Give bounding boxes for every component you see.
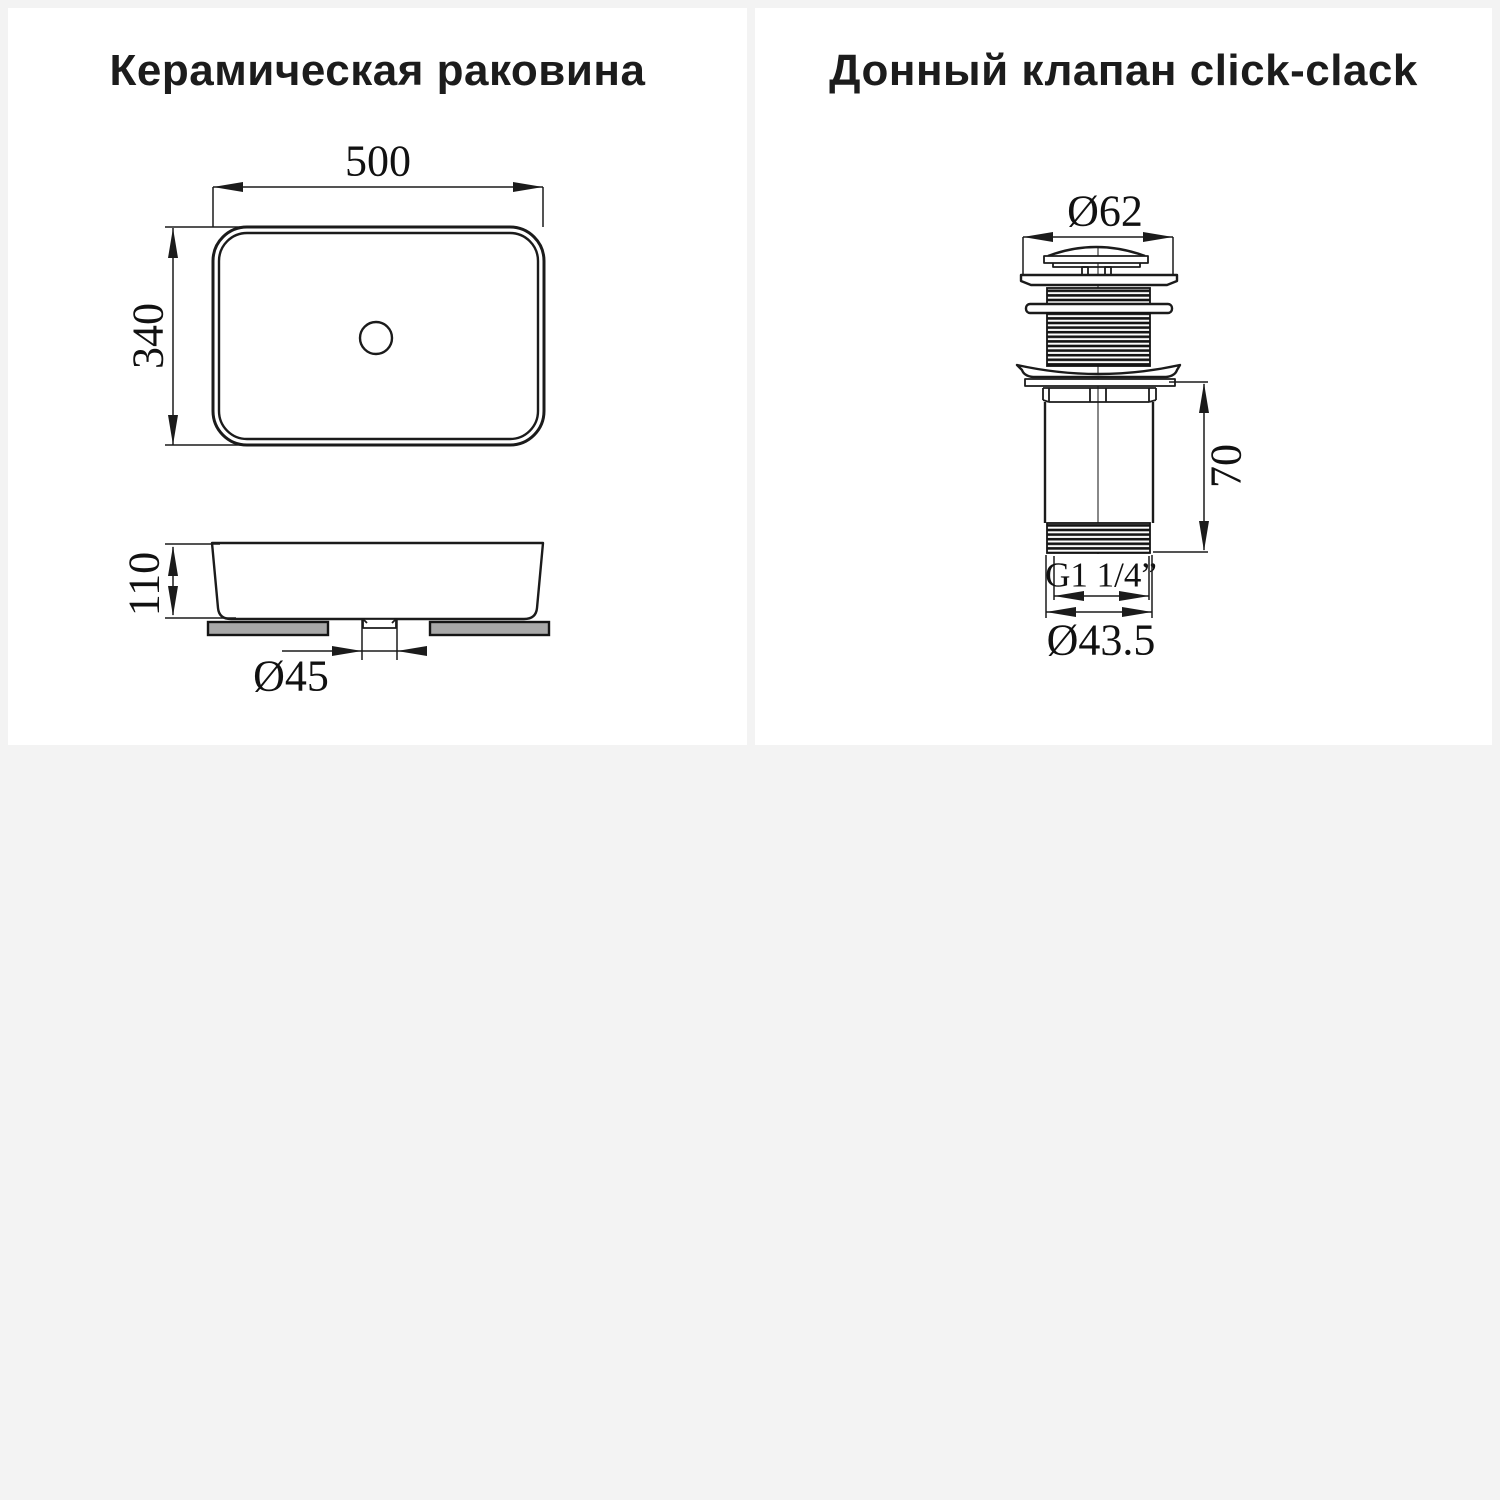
dim-depth-label: 340 bbox=[123, 303, 173, 369]
drain-hole bbox=[360, 322, 392, 354]
valve-panel-title: Донный клапан click-clack bbox=[829, 46, 1418, 95]
drain-stub bbox=[363, 619, 396, 628]
valve-upper-thread bbox=[1047, 288, 1150, 304]
valve-saucer-ring bbox=[1025, 379, 1175, 386]
valve-panel bbox=[755, 8, 1492, 745]
sink-drawing bbox=[8, 8, 747, 745]
sink-top-view bbox=[213, 227, 544, 445]
valve-main-thread bbox=[1047, 313, 1150, 366]
dim-body-height-label: 70 bbox=[1201, 444, 1251, 488]
valve-collar bbox=[1043, 388, 1156, 402]
dim-width-500 bbox=[213, 137, 543, 228]
sink-outer-rim bbox=[213, 227, 544, 445]
dim-cap-label: Ø62 bbox=[1067, 186, 1143, 236]
valve-tube bbox=[1045, 402, 1153, 523]
valve-top-flange bbox=[1021, 275, 1177, 285]
sink-side-view bbox=[208, 543, 549, 635]
dim-height-label: 110 bbox=[119, 551, 169, 617]
valve-cap-rim bbox=[1044, 256, 1148, 263]
dim-depth-340 bbox=[124, 227, 251, 445]
valve-lower-thread bbox=[1047, 523, 1150, 553]
sink-panel bbox=[8, 8, 747, 745]
valve-drawing bbox=[755, 8, 1492, 745]
dim-body-70 bbox=[1153, 382, 1251, 552]
dim-outlet-label: Ø43.5 bbox=[1046, 615, 1156, 665]
sink-inner-rim bbox=[219, 233, 538, 439]
dim-drain-label: Ø45 bbox=[253, 651, 329, 701]
dim-width-label: 500 bbox=[345, 136, 411, 186]
valve-washer bbox=[1026, 304, 1172, 313]
sink-side-outline bbox=[212, 543, 543, 619]
countertop-left bbox=[208, 622, 328, 635]
valve-cap-dome bbox=[1048, 247, 1145, 256]
sink-panel-title: Керамическая раковина bbox=[109, 46, 646, 95]
dim-thread-size bbox=[1045, 556, 1157, 602]
dim-thread-size-label: G1 1/4” bbox=[1045, 555, 1157, 595]
countertop-right bbox=[430, 622, 549, 635]
